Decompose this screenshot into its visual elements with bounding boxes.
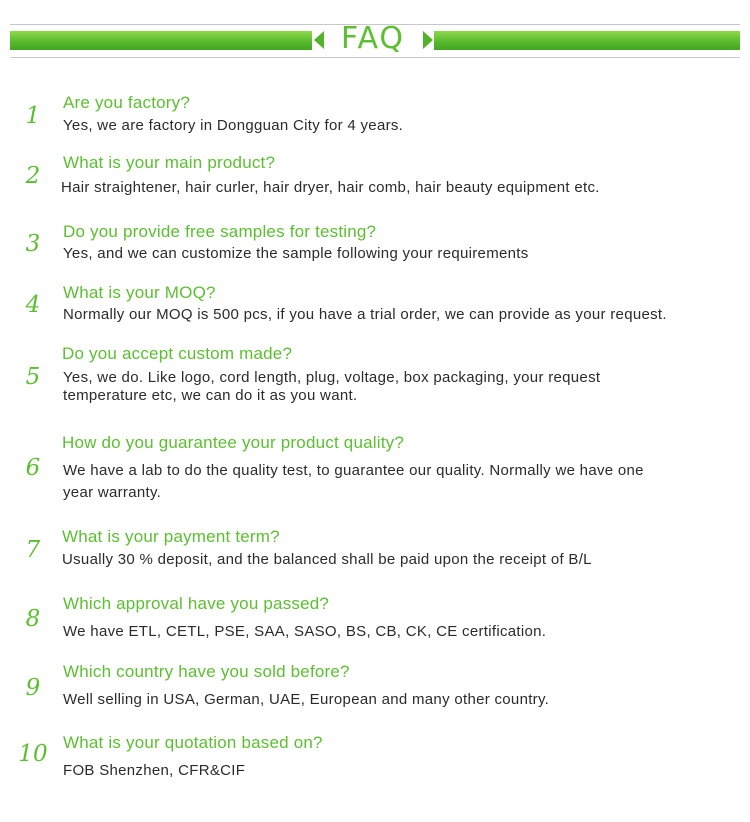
faq-answer: Normally our MOQ is 500 pcs, if you have a trial order, we can provide as your request. xyxy=(63,306,667,323)
faq-answer-line-1: Yes, we do. Like logo, cord length, plug, voltage, box packaging, your request xyxy=(63,369,601,386)
faq-number: 9 xyxy=(25,675,41,701)
faq-number: 2 xyxy=(25,163,41,189)
faq-number: 8 xyxy=(25,606,41,632)
faq-answer-line-1: We have a lab to do the quality test, to guarantee our quality. Normally we have one xyxy=(63,462,644,479)
faq-question: How do you guarantee your product quality? xyxy=(62,433,404,452)
faq-number: 5 xyxy=(25,364,41,390)
chevron-right-icon xyxy=(423,31,433,49)
faq-header xyxy=(0,0,750,60)
header-green-bar-left xyxy=(10,31,312,50)
faq-question: Which approval have you passed? xyxy=(63,594,330,613)
faq-number: 10 xyxy=(18,741,48,767)
faq-answer: Yes, and we can customize the sample following your requirements xyxy=(63,245,529,262)
faq-number: 6 xyxy=(25,455,41,481)
page-title: FAQ xyxy=(340,21,406,56)
faq-number: 4 xyxy=(25,292,41,318)
faq-question: Do you accept custom made? xyxy=(62,344,293,363)
faq-answer-line-2: temperature etc, we can do it as you want. xyxy=(63,387,358,404)
faq-question: Do you provide free samples for testing? xyxy=(63,222,377,241)
header-bottom-rule xyxy=(10,57,740,58)
faq-answer: Well selling in USA, German, UAE, European and many other country. xyxy=(63,691,550,708)
faq-question: Are you factory? xyxy=(63,93,190,112)
faq-answer: Hair straightener, hair curler, hair dryer, hair comb, hair beauty equipment etc. xyxy=(61,179,600,196)
faq-answer: We have ETL, CETL, PSE, SAA, SASO, BS, CB, CK, CE certification. xyxy=(63,623,547,640)
faq-question: What is your quotation based on? xyxy=(63,733,323,752)
faq-answer: Usually 30 % deposit, and the balanced shall be paid upon the receipt of B/L xyxy=(62,551,592,568)
faq-answer: Yes, we are factory in Dongguan City for 4 years. xyxy=(63,117,404,134)
faq-answer: FOB Shenzhen, CFR&CIF xyxy=(63,762,246,779)
faq-answer-line-2: year warranty. xyxy=(63,484,162,501)
faq-number: 1 xyxy=(25,103,41,129)
faq-number: 7 xyxy=(25,537,41,563)
faq-question: What is your main product? xyxy=(63,153,276,172)
faq-question: What is your MOQ? xyxy=(63,283,216,302)
faq-question: What is your payment term? xyxy=(62,527,280,546)
faq-number: 3 xyxy=(25,231,41,257)
faq-question: Which country have you sold before? xyxy=(63,662,350,681)
header-green-bar-right xyxy=(434,31,740,50)
